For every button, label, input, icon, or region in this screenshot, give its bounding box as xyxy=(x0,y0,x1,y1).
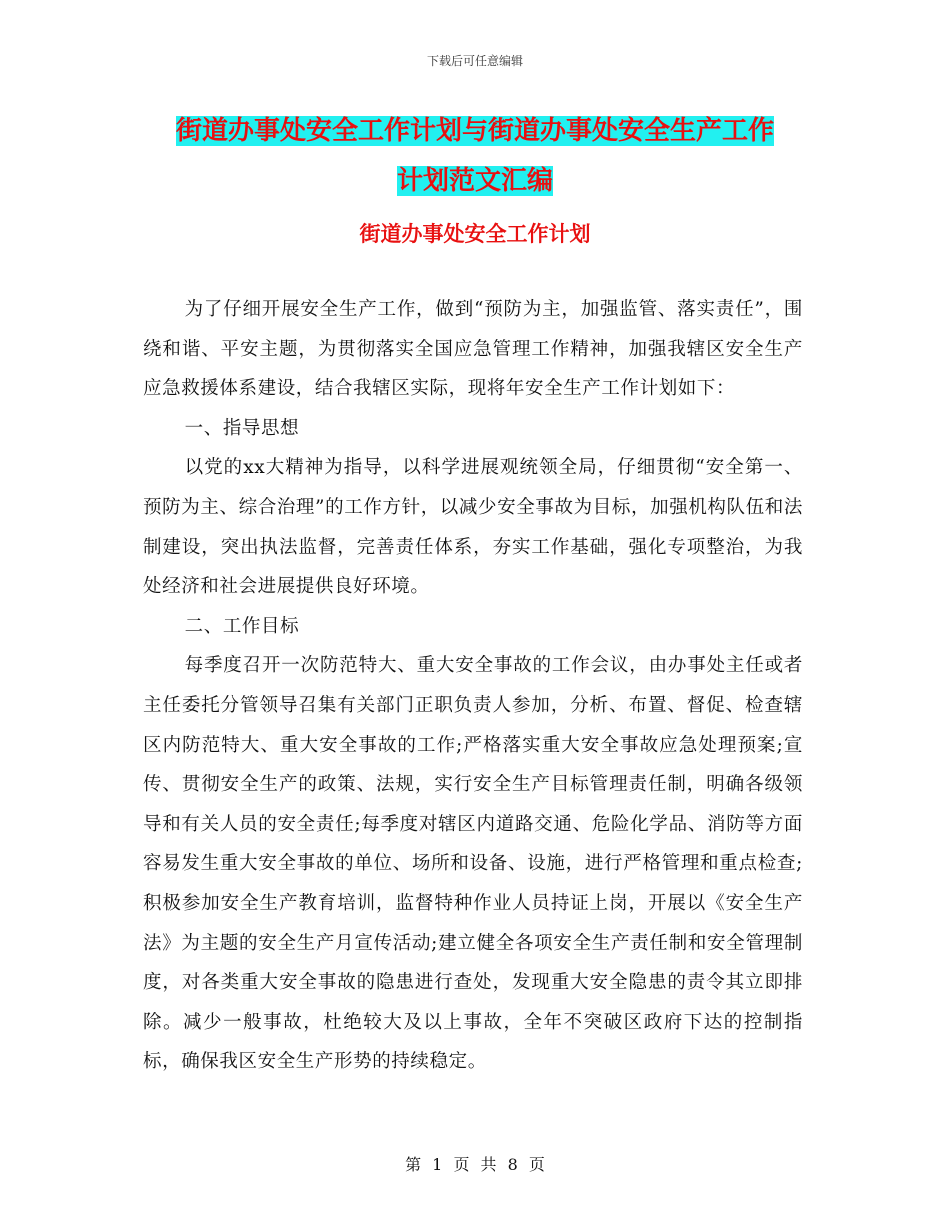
document-title-line2: 计划范文汇编 xyxy=(396,166,553,196)
header-note: 下载后可任意编辑 xyxy=(426,54,523,68)
heading-work-goals: 二、工作目标 xyxy=(184,615,300,637)
section-title: 街道办事处安全工作计划 xyxy=(359,222,591,246)
paragraph-work-goals: 每季度召开一次防范特大、重大安全事故的工作会议，由办事处主任或者主任委托分管领导召集有关部门正职负责人参加，分析、布置、督促、检查辖区内防范特大、重大安全事故的工作;严格落实重大安全事故应急处理预案;宣传、贯彻安全生产的政策、法规，实行安全生产目标管理责任制，明确各级领导和有关人员的安全责任;每季度对辖区内道路交通、危险化学品、消防等方面容易发生重大安全事故的单位、场所和设备、设施，进行严格管理和重点检查;积极参加安全生产教育培训，监督特种作业人员持证上岗，开展以《安全生产法》为主题的安全生产月宣传活动;建立健全各项安全生产责任制和安全管理制度，对各类重大安全事故的隐患进行查处，发现重大安全隐患的责令其立即排除。减少一般事故，杜绝较大及以上事故，全年不突破区政府下达的控制指标，确保我区安全生产形势的持续稳定。 xyxy=(143,655,803,1073)
heading-guiding-thought: 一、指导思想 xyxy=(184,417,300,439)
page-footer: 第 1 页 共 8 页 xyxy=(405,1155,545,1174)
paragraph-intro: 为了仔细开展安全生产工作，做到“预防为主，加强监管、落实责任”，围绕和谐、平安主题，为贯彻落实全国应急管理工作精神，加强我辖区安全生产应急救援体系建设，结合我辖区实际，现将年安全生产工作计划如下： xyxy=(143,299,803,400)
document-title xyxy=(145,106,805,206)
document-body xyxy=(143,290,803,1082)
paragraph-guiding-thought: 以党的xx大精神为指导，以科学进展观统领全局，仔细贯彻“安全第一、预防为主、综合治理”的工作方针，以减少安全事故为目标，加强机构队伍和法制建设，突出执法监督，完善责任体系，夯实工作基础，强化专项整治，为我处经济和社会进展提供良好环境。 xyxy=(143,457,803,598)
document-title-line1: 街道办事处安全工作计划与街道办事处安全生产工作 xyxy=(175,116,774,146)
